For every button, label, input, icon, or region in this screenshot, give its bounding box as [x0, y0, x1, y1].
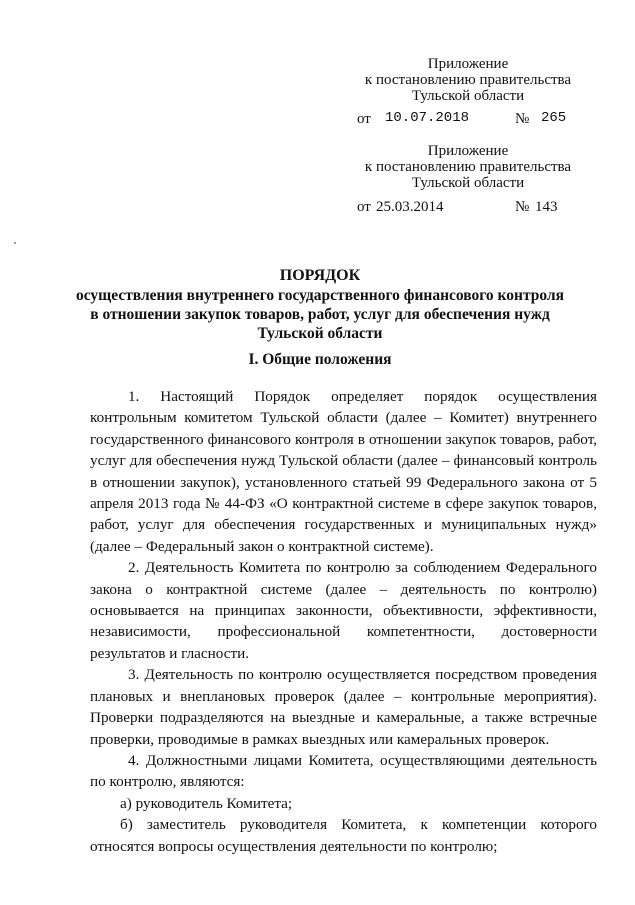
list-item-a: а) руководитель Комитета; [120, 794, 293, 812]
appendix-region-line: Тульской области [411, 88, 525, 104]
resolution-number: 143 [535, 199, 558, 215]
appendix-label: Приложение [427, 56, 509, 72]
number-label: № [515, 199, 530, 215]
resolution-date: 25.03.2014 [376, 199, 444, 215]
appendix-region-line: Тульской области [411, 175, 525, 191]
paragraph-1: 1. Настоящий Порядок определяет порядок осуществления контрольным комитетом Тульской области (далее – Комитет) внутреннего государственного финансового контроля в отношении закупок товаров, работ, услуг для обеспечения нужд Тульской области (далее – финансовый контроль в отношении закупок), установленного статьей 99 Федерального закона от 5 апреля 2013 года № 44-ФЗ «О контрактной системе в сфере закупок товаров, работ, услуг для обеспечения государственных и муниципальных нужд» (далее – Федеральный закон о контрактной системе). [90, 388, 597, 555]
paragraph-4: 4. Должностными лицами Комитета, осуществляющими деятельность по контролю, являются: [90, 751, 597, 791]
section-heading: I. Общие положения [248, 351, 392, 368]
appendix-original-header [358, 143, 578, 191]
title-line-1: осуществления внутреннего государственного финансового контроля [75, 287, 564, 304]
list-item-b: б) заместитель руководителя Комитета, к компетенции которого относятся вопросы осуществления деятельности по контролю; [90, 816, 597, 855]
resolution-number: 265 [541, 110, 567, 126]
document-title [60, 266, 580, 343]
appendix-resolution-line: к постановлению правительства [364, 159, 572, 175]
title-line-3: Тульской области [257, 325, 383, 342]
title-main: ПОРЯДОК [279, 267, 361, 284]
number-label: № [515, 111, 530, 127]
appendix-resolution-line: к постановлению правительства [364, 72, 572, 88]
scan-speck [14, 242, 16, 244]
paragraph-2: 2. Деятельность Комитета по контролю за соблюдением Федерального закона о контрактной системе (далее – деятельность по контролю) основывается на принципах законности, объективности, эффективности, независимости, профессиональной компетентности, достоверности результатов и гласности. [90, 559, 597, 662]
document-body [90, 386, 597, 857]
paragraph-3: 3. Деятельность по контролю осуществляется посредством проведения плановых и внеплановых проверок (далее – контрольные мероприятия). Проверки подразделяются на выездные и камеральные, а также встречные проверки, проводимые в рамках выездных или камеральных проверок. [90, 666, 597, 748]
title-line-2: в отношении закупок товаров, работ, услуг для обеспечения нужд [90, 306, 550, 323]
appendix-current-header [358, 56, 578, 104]
appendix-label: Приложение [427, 143, 509, 159]
resolution-date: 10.07.2018 [385, 110, 470, 126]
ot-label: от [357, 199, 371, 215]
ot-label: от [357, 111, 371, 127]
